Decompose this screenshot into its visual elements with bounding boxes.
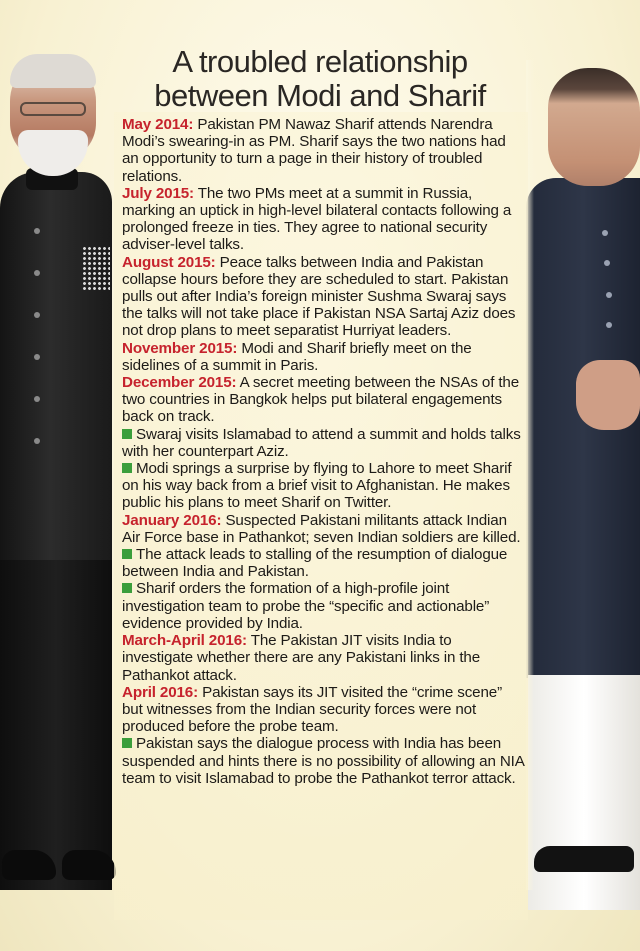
timeline-bullet	[122, 426, 526, 460]
timeline-entry	[122, 340, 526, 374]
green-square-bullet-icon	[122, 463, 132, 473]
entry-text: A secret meeting between the NSAs of the two countries in Bangkok helps put bilateral engagements back on track.	[122, 374, 520, 426]
green-square-bullet-icon	[122, 549, 132, 559]
sharif-trousers	[528, 675, 640, 910]
title-line-1: A troubled relationship	[172, 43, 468, 79]
modi-shoe	[2, 850, 56, 880]
entry-date: April 2016:	[122, 683, 199, 701]
entry-text: Peace talks between India and Pakistan collapse hours before they are scheduled to start. Pakistan pulls out after India’s foreign minister Sushma Swaraj says the talks will not take place if Pakistan NSA Sartaj Aziz does not drop plans to meet separatist Hurriyat leaders.	[122, 253, 516, 340]
green-square-bullet-icon	[122, 738, 132, 748]
timeline-entry	[122, 684, 526, 736]
modi-pocket-square	[82, 246, 110, 290]
modi-jacket	[0, 172, 112, 562]
entry-date: March-April 2016:	[122, 632, 247, 650]
sherwani-button	[602, 230, 608, 236]
bullet-text: Modi springs a surprise by flying to Lahore to meet Sharif on his way back from a brief visit to Afghanistan. He makes public his plans to meet Sharif on Twitter.	[122, 460, 512, 512]
entry-date: December 2015:	[122, 374, 237, 392]
modi-shoe	[62, 850, 116, 880]
sharif-hands	[576, 360, 640, 430]
entry-text: Modi and Sharif briefly meet on the sidelines of a summit in Paris.	[122, 339, 472, 374]
modi-trousers	[0, 560, 112, 890]
modi-hair	[10, 54, 96, 88]
jacket-button	[34, 396, 40, 402]
timeline-bullet	[122, 460, 526, 512]
entry-text: Suspected Pakistani militants attack Indian Air Force base in Pathankot; seven Indian soldiers are killed.	[122, 511, 521, 546]
entry-date: May 2014:	[122, 116, 194, 133]
entry-date: November 2015:	[122, 339, 238, 357]
timeline-entry	[122, 374, 526, 426]
bullet-text: Pakistan says the dialogue process with India has been suspended and hints there is no possibility of allowing an NIA team to visit Islamabad to probe the Pathankot terror attack.	[122, 735, 524, 787]
sharif-head	[548, 68, 640, 186]
sherwani-button	[606, 292, 612, 298]
modi-glasses	[20, 102, 86, 116]
bullet-text: Swaraj visits Islamabad to attend a summit and holds talks with her counterpart Aziz.	[122, 425, 521, 460]
sherwani-button	[604, 260, 610, 266]
entry-date: July 2015:	[122, 184, 194, 202]
entry-text: Pakistan PM Nawaz Sharif attends Narendra Modi’s swearing-in as PM. Sharif says the two nations had an opportunity to turn a page in their history of troubled relations.	[122, 116, 506, 185]
timeline-entry	[122, 254, 526, 340]
timeline-bullet	[122, 580, 526, 632]
timeline	[122, 116, 526, 787]
bullet-text: The attack leads to stalling of the resumption of dialogue between India and Pakistan.	[122, 546, 508, 581]
green-square-bullet-icon	[122, 429, 132, 439]
entry-text: Pakistan says its JIT visited the “crime scene” but witnesses from the Indian security forces were not produced before the probe team.	[122, 683, 502, 736]
page-title	[110, 45, 530, 113]
jacket-button	[34, 228, 40, 234]
timeline-entry	[122, 185, 526, 254]
entry-date: January 2016:	[122, 511, 222, 529]
timeline-entry	[122, 116, 526, 185]
entry-text: The two PMs meet at a summit in Russia, marking an uptick in high-level bilateral contacts following a prolonged freeze in ties. They agree to national security adviser-level talks.	[122, 184, 512, 254]
title-line-2: between Modi and Sharif	[154, 77, 486, 113]
green-square-bullet-icon	[122, 583, 132, 593]
jacket-button	[34, 438, 40, 444]
sharif-photo	[526, 60, 640, 890]
sherwani-button	[606, 322, 612, 328]
sharif-shoe	[534, 846, 634, 872]
jacket-button	[34, 354, 40, 360]
modi-photo	[0, 50, 125, 910]
jacket-button	[34, 270, 40, 276]
jacket-button	[34, 312, 40, 318]
timeline-bullet	[122, 735, 526, 787]
entry-date: August 2015:	[122, 253, 216, 271]
entry-text: The Pakistan JIT visits India to investigate whether there are any Pakistani links in the Pathankot attack.	[122, 632, 480, 684]
timeline-entry	[122, 632, 526, 684]
timeline-entry	[122, 512, 526, 546]
timeline-bullet	[122, 546, 526, 580]
bullet-text: Sharif orders the formation of a high-profile joint investigation team to probe the “specific and actionable” evidence provided by India.	[122, 580, 490, 632]
